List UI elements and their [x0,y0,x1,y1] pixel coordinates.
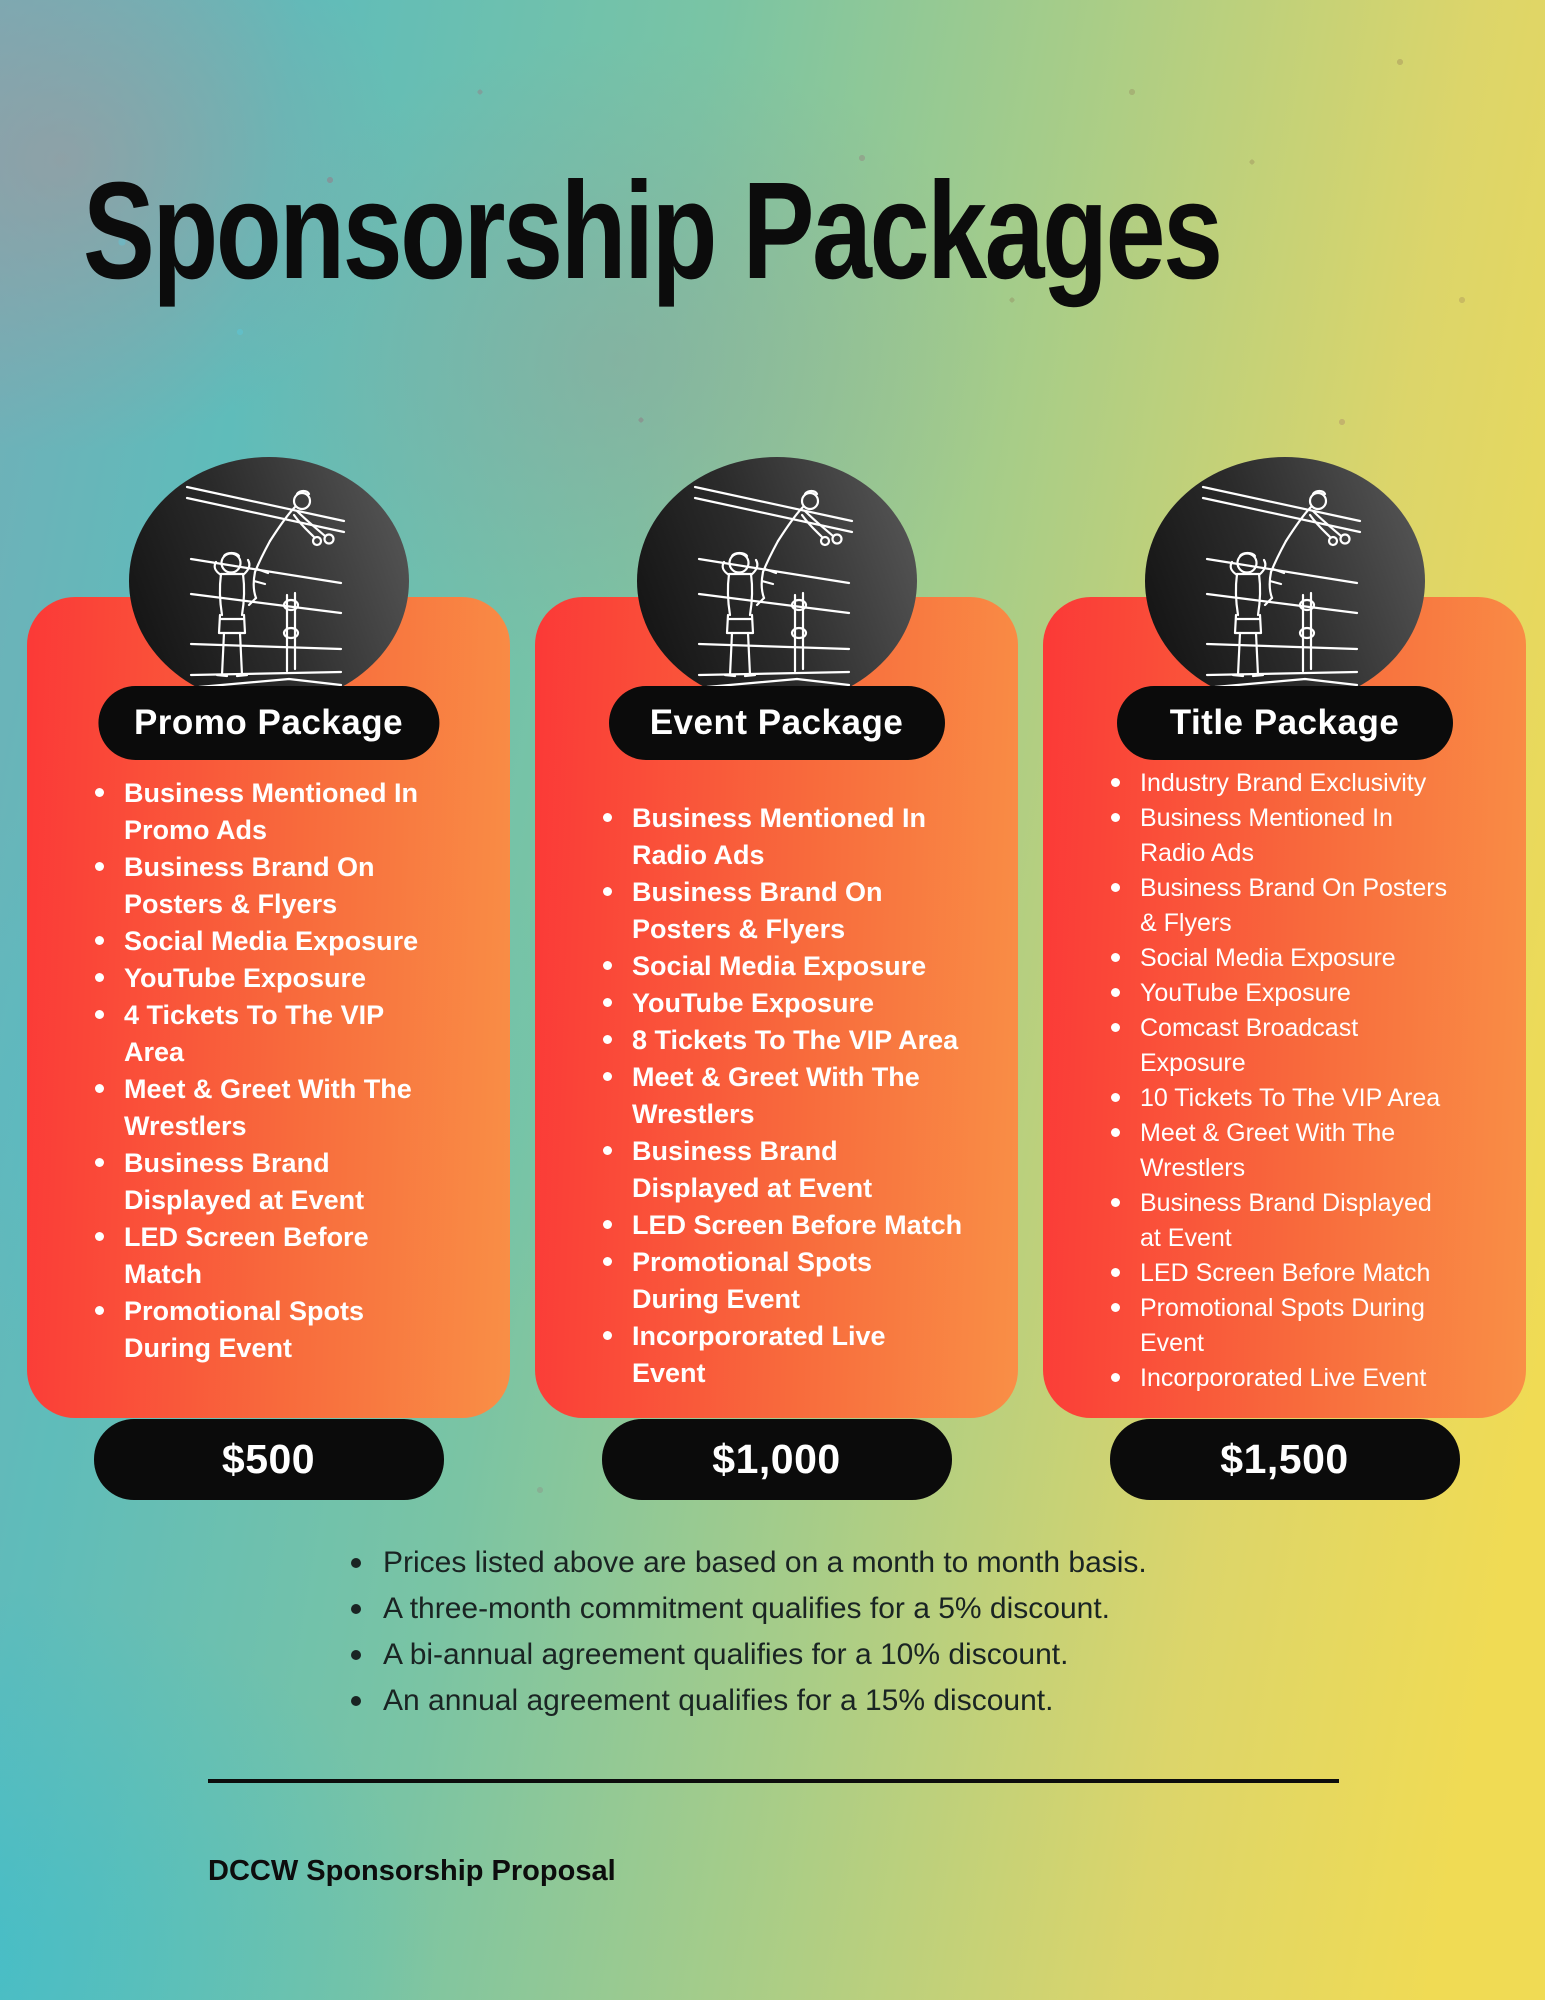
package-feature-item: Promotional Spots During Event [93,1293,425,1367]
package-feature-item: Business Mentioned In Radio Ads [601,800,963,874]
price-label: $1,000 [712,1436,841,1482]
package-name-badge [1117,686,1453,760]
price-label: $500 [221,1436,316,1482]
package-card-title [1043,457,1526,1500]
divider-line [208,1779,1339,1783]
price-badge [1110,1419,1460,1500]
package-name-badge [98,686,439,760]
packages-row [27,457,1526,1500]
pricing-note-item: A three-month commitment qualifies for a 5% discount. [351,1586,1147,1632]
package-card-promo [27,457,510,1500]
package-feature-item: Incorpororated Live Event [601,1318,963,1392]
package-feature-item: Promotional Spots During Event [601,1244,963,1318]
package-feature-item: Social Media Exposure [1109,941,1457,976]
package-feature-item: 10 Tickets To The VIP Area [1109,1081,1457,1116]
package-feature-item: Comcast Broadcast Exposure [1109,1011,1457,1081]
package-feature-list [93,775,425,1367]
package-name-label: Title Package [1169,703,1400,742]
package-feature-item: YouTube Exposure [93,960,425,997]
wrestling-ring-icon [637,457,917,705]
package-feature-item: Business Mentioned In Radio Ads [1109,801,1457,871]
pricing-note-item: An annual agreement qualifies for a 15% discount. [351,1678,1147,1724]
package-feature-item: LED Screen Before Match [93,1219,425,1293]
package-feature-item: Business Brand Displayed at Event [93,1145,425,1219]
pricing-note-item: A bi-annual agreement qualifies for a 10% discount. [351,1632,1147,1678]
package-feature-item: Business Mentioned In Promo Ads [93,775,425,849]
package-name-badge [609,686,945,760]
pricing-note-item: Prices listed above are based on a month to month basis. [351,1540,1147,1586]
price-badge [602,1419,952,1500]
package-feature-item: Promotional Spots During Event [1109,1291,1457,1361]
package-feature-item: Incorpororated Live Event [1109,1361,1457,1396]
footer-text: DCCW Sponsorship Proposal [208,1855,616,1887]
price-label: $1,500 [1220,1436,1349,1482]
package-feature-item: YouTube Exposure [1109,976,1457,1011]
package-name-label: Promo Package [133,703,404,742]
package-feature-item: LED Screen Before Match [601,1207,963,1244]
page-title: Sponsorship Packages [83,154,1221,308]
package-card-event [535,457,1018,1500]
package-feature-item: Social Media Exposure [93,923,425,960]
wrestling-ring-icon [1145,457,1425,705]
package-feature-item: Business Brand Displayed at Event [1109,1186,1457,1256]
package-feature-item: Meet & Greet With The Wrestlers [601,1059,963,1133]
package-feature-item: YouTube Exposure [601,985,963,1022]
package-feature-item: Meet & Greet With The Wrestlers [1109,1116,1457,1186]
package-name-label: Event Package [649,703,904,742]
package-feature-item: Meet & Greet With The Wrestlers [93,1071,425,1145]
package-feature-item: LED Screen Before Match [1109,1256,1457,1291]
package-feature-list [601,800,963,1392]
wrestling-ring-icon [129,457,409,705]
package-feature-item: Business Brand On Posters & Flyers [93,849,425,923]
package-feature-item: Business Brand On Posters & Flyers [601,874,963,948]
package-feature-item: Industry Brand Exclusivity [1109,766,1457,801]
package-feature-item: Business Brand Displayed at Event [601,1133,963,1207]
price-badge [94,1419,444,1500]
package-feature-list [1109,766,1457,1396]
pricing-notes-list [351,1540,1147,1724]
package-feature-item: 4 Tickets To The VIP Area [93,997,425,1071]
package-feature-item: 8 Tickets To The VIP Area [601,1022,963,1059]
package-feature-item: Business Brand On Posters & Flyers [1109,871,1457,941]
package-feature-item: Social Media Exposure [601,948,963,985]
